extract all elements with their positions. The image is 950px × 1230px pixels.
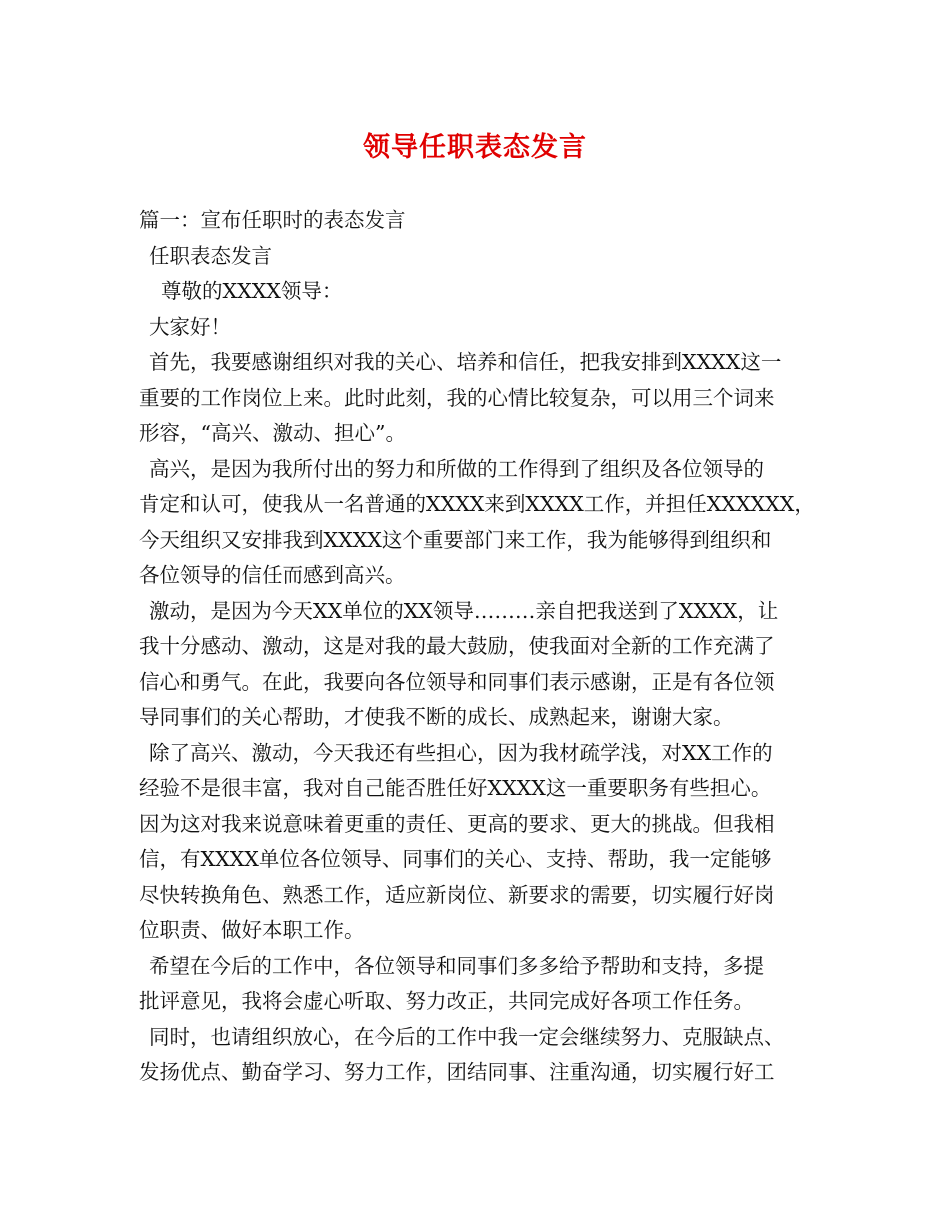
section-heading: 篇一：宣布任职时的表态发言 [139,208,406,232]
paragraph-line: 因为这对我来说意味着更重的责任、更高的要求、更大的挑战。但我相 [139,811,775,836]
document-body [139,203,829,1091]
paragraph-line: 形容，“高兴、激动、担心”。 [139,421,406,445]
paragraph-line: 重要的工作岗位上来。此时此刻，我的心情比较复杂，可以用三个词来 [139,385,775,410]
paragraph-line: 信，有XXXX单位各位领导、同事们的关心、支持、帮助，我一定能够 [139,847,772,871]
paragraph-line: 激动，是因为今天XX单位的XX领导………亲自把我送到了XXXX，让 [149,598,779,623]
paragraph-line: 除了高兴、激动，今天我还有些担心，因为我材疏学浅，对XX工作的 [149,740,773,765]
paragraph-line: 批评意见，我将会虚心听取、努力改正，共同完成好各项工作任务。 [139,989,754,1013]
paragraph-line: 信心和勇气。在此，我要向各位领导和同事们表示感谢，正是有各位领 [139,669,775,694]
document-title: 领导任职表态发言 [363,132,587,163]
paragraph-line: 首先，我要感谢组织对我的关心、培养和信任，把我安排到XXXX这一 [149,350,782,374]
paragraph-line: 经验不是很丰富，我对自己能否胜任好XXXX这一重要职务有些担心。 [139,776,772,800]
paragraph-line: 位职责、做好本职工作。 [139,918,365,942]
paragraph-line: 导同事们的关心帮助，才使我不断的成长、成熟起来，谢谢大家。 [139,705,734,729]
salutation: 尊敬的XXXX领导： [161,279,343,303]
paragraph-line: 今天组织又安排我到XXXX这个重要部门来工作，我为能够得到组织和 [139,527,772,552]
paragraph-line: 希望在今后的工作中，各位领导和同事们多多给予帮助和支持，多提 [149,953,764,978]
speech-subtitle: 任职表态发言 [149,243,272,268]
paragraph-line: 各位领导的信任而感到高兴。 [139,563,406,587]
paragraph-line: 尽快转换角色、熟悉工作，适应新岗位、新要求的需要，切实履行好岗 [139,882,775,907]
paragraph-line: 我十分感动、激动，这是对我的最大鼓励，使我面对全新的工作充满了 [139,634,775,658]
greeting: 大家好！ [149,314,231,339]
paragraph-line: 肯定和认可，使我从一名普通的XXXX来到XXXX工作，并担任XXXXXX， [139,492,815,516]
paragraph-line: 发扬优点、勤奋学习、努力工作，团结同事、注重沟通，切实履行好工 [139,1060,775,1084]
paragraph-line: 同时，也请组织放心，在今后的工作中我一定会继续努力、克服缺点、 [149,1024,785,1049]
paragraph-line: 高兴，是因为我所付出的努力和所做的工作得到了组织及各位领导的 [149,456,764,481]
